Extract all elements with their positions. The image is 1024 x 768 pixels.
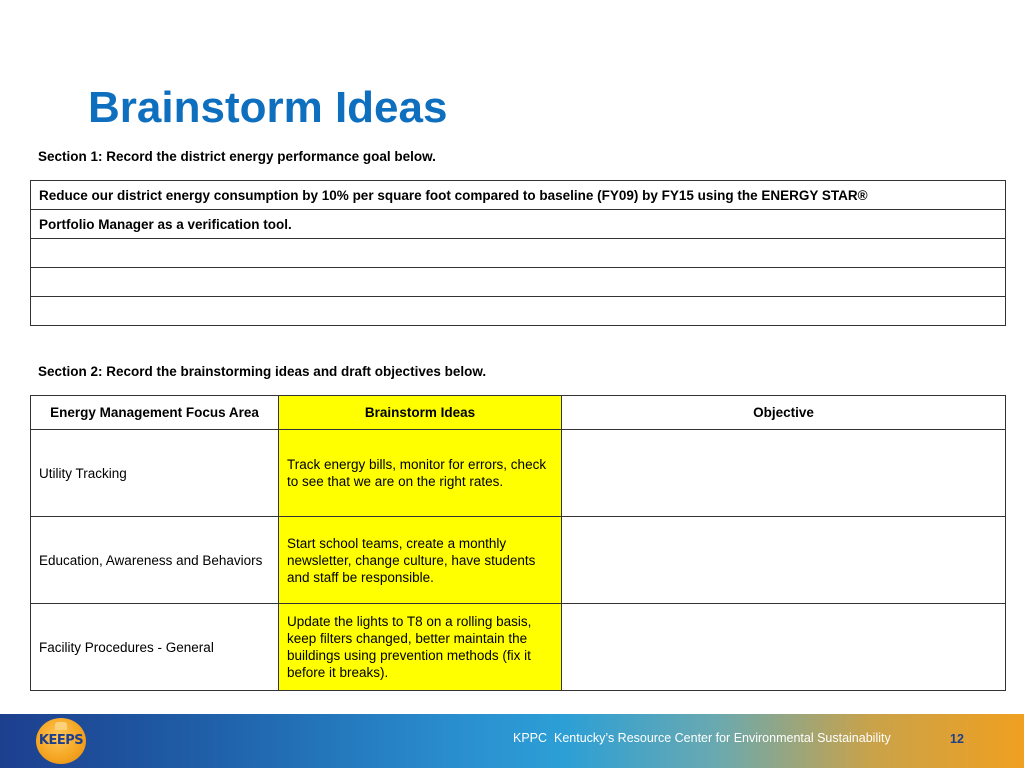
column-header-objective: Objective [562,396,1006,430]
objective-cell [562,517,1006,604]
table-row [31,297,1006,326]
section1-heading: Section 1: Record the district energy performance goal below. [38,149,436,164]
section2-heading: Section 2: Record the brainstorming ideas and draft objectives below. [38,364,487,379]
table-row [31,604,1006,691]
brainstorm-ideas-cell: Start school teams, create a monthly newsletter, change culture, have students and staff be responsible. [279,517,562,604]
goal-cell: Reduce our district energy consumption by 10% per square foot compared to baseline (FY09) by FY15 using the ENERGY STAR® [31,181,1006,210]
objective-cell [562,604,1006,691]
table-row [31,239,1006,268]
logo-text: KEEPS [38,733,84,748]
brainstorm-ideas-cell: Track energy bills, monitor for errors, check to see that we are on the right rates. [279,430,562,517]
table-header-row [31,396,1006,430]
focus-area-cell: Utility Tracking [31,430,279,517]
table-row [31,268,1006,297]
goal-cell-empty [31,239,1006,268]
footer-text: KPPC Kentucky’s Resource Center for Environmental Sustainability [513,731,891,745]
table-row [31,181,1006,210]
goal-cell-empty [31,297,1006,326]
table-row [31,210,1006,239]
graduation-cap-icon [55,722,67,730]
focus-area-cell: Facility Procedures - General [31,604,279,691]
brainstorm-table [30,395,1006,691]
focus-area-cell: Education, Awareness and Behaviors [31,517,279,604]
objective-cell [562,430,1006,517]
brainstorm-ideas-cell: Update the lights to T8 on a rolling basis, keep filters changed, better maintain the buildings using prevention methods (fix it before it breaks). [279,604,562,691]
page-number: 12 [950,732,964,746]
column-header-brainstorm-ideas: Brainstorm Ideas [279,396,562,430]
goal-cell-empty [31,268,1006,297]
goal-cell: Portfolio Manager as a verification tool. [31,210,1006,239]
table-row [31,517,1006,604]
keeps-logo [36,718,86,764]
goal-table [30,180,1006,326]
slide-title: Brainstorm Ideas [88,83,448,132]
table-row [31,430,1006,517]
column-header-focus-area: Energy Management Focus Area [31,396,279,430]
